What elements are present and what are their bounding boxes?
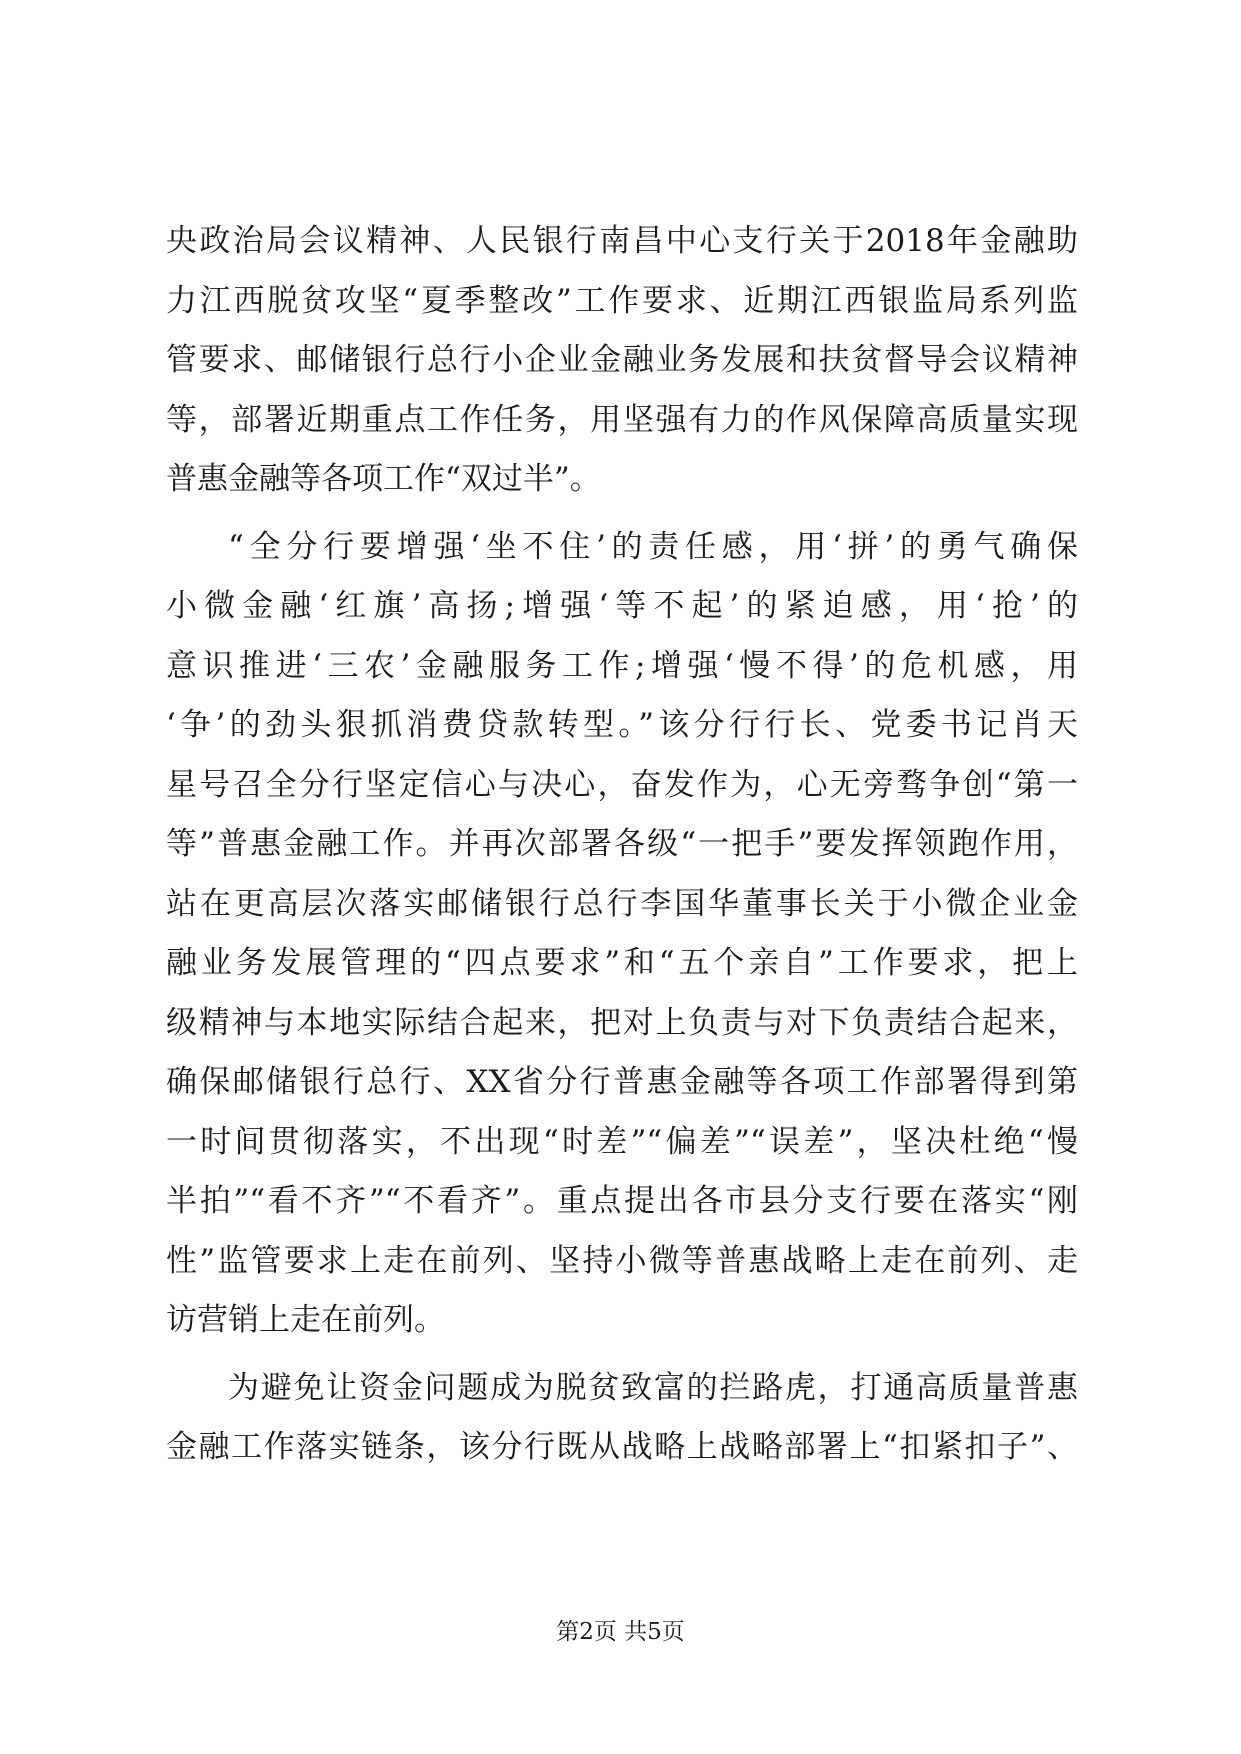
paragraph-1-line-4: 等，部署近期重点工作任务，用坚强有力的作风保障高质量实现 [166, 401, 1078, 438]
paragraph-2-line-11: 一时间贯彻落实，不出现“时差”“偏差”“误差”，坚决杜绝“慢 [166, 1123, 1078, 1160]
paragraph-2-line-9: 级精神与本地实际结合起来，把对上负责与对下负责结合起来， [166, 1004, 1078, 1041]
paragraph-1-line-5: 普惠金融等各项工作“双过半”。 [166, 461, 601, 497]
paragraph-2-line-10: 确保邮储银行总行、XX省分行普惠金融等各项工作部署得到第 [166, 1064, 1078, 1100]
body-text [166, 212, 1078, 1478]
paragraph-2-line-5: 星号召全分行坚定信心与决心，奋发作为，心无旁骛争创“第一 [166, 766, 1078, 803]
paragraph-2-line-7: 站在更高层次落实邮储银行总行李国华董事长关于小微企业金 [166, 885, 1078, 922]
paragraph-1-line-3: 管要求、邮储银行总行小企业金融业务发展和扶贫督导会议精神 [166, 342, 1078, 378]
paragraph-2-line-3: 意识推进‘三农’金融服务工作;增强‘慢不得’的危机感，用 [166, 647, 1078, 684]
paragraph-2-line-13: 性”监管要求上走在前列、坚持小微等普惠战略上走在前列、走 [166, 1242, 1078, 1279]
page-number-footer: 第2页 共5页 [556, 1619, 685, 1645]
paragraph-3-line-2: 金融工作落实链条，该分行既从战略上战略部署上“扣紧扣子”、 [166, 1429, 1078, 1465]
paragraph-2-line-6: 等”普惠金融工作。并再次部署各级“一把手”要发挥领跑作用， [166, 826, 1078, 862]
paragraph-2-line-2: 小微金融‘红旗’高扬;增强‘等不起’的紧迫感，用‘抢’的 [166, 588, 1078, 624]
paragraph-2-line-4: ‘争’的劲头狠抓消费贷款转型。”该分行行长、党委书记肖天 [166, 707, 1078, 743]
paragraph-1-line-1: 央政治局会议精神、人民银行南昌中心支行关于2018年金融助 [166, 223, 1078, 259]
paragraph-2-line-14: 访营销上走在前列。 [166, 1302, 445, 1338]
paragraph-1-line-2: 力江西脱贫攻坚“夏季整改”工作要求、近期江西银监局系列监 [166, 282, 1078, 319]
paragraph-gap [166, 510, 1078, 518]
paragraph-2-line-8: 融业务发展管理的“四点要求”和“五个亲自”工作要求，把上 [166, 945, 1078, 981]
paragraph-3-line-1: 为避免让资金问题成为脱贫致富的拦路虎，打通高质量普惠 [228, 1369, 1078, 1406]
paragraph-gap [166, 1351, 1078, 1359]
paragraph-2-line-1: “全分行要增强‘坐不住’的责任感，用‘拼’的勇气确保 [228, 528, 1078, 565]
paragraph-2-line-12: 半拍”“看不齐”“不看齐”。重点提出各市县分支行要在落实“刚 [166, 1183, 1078, 1219]
